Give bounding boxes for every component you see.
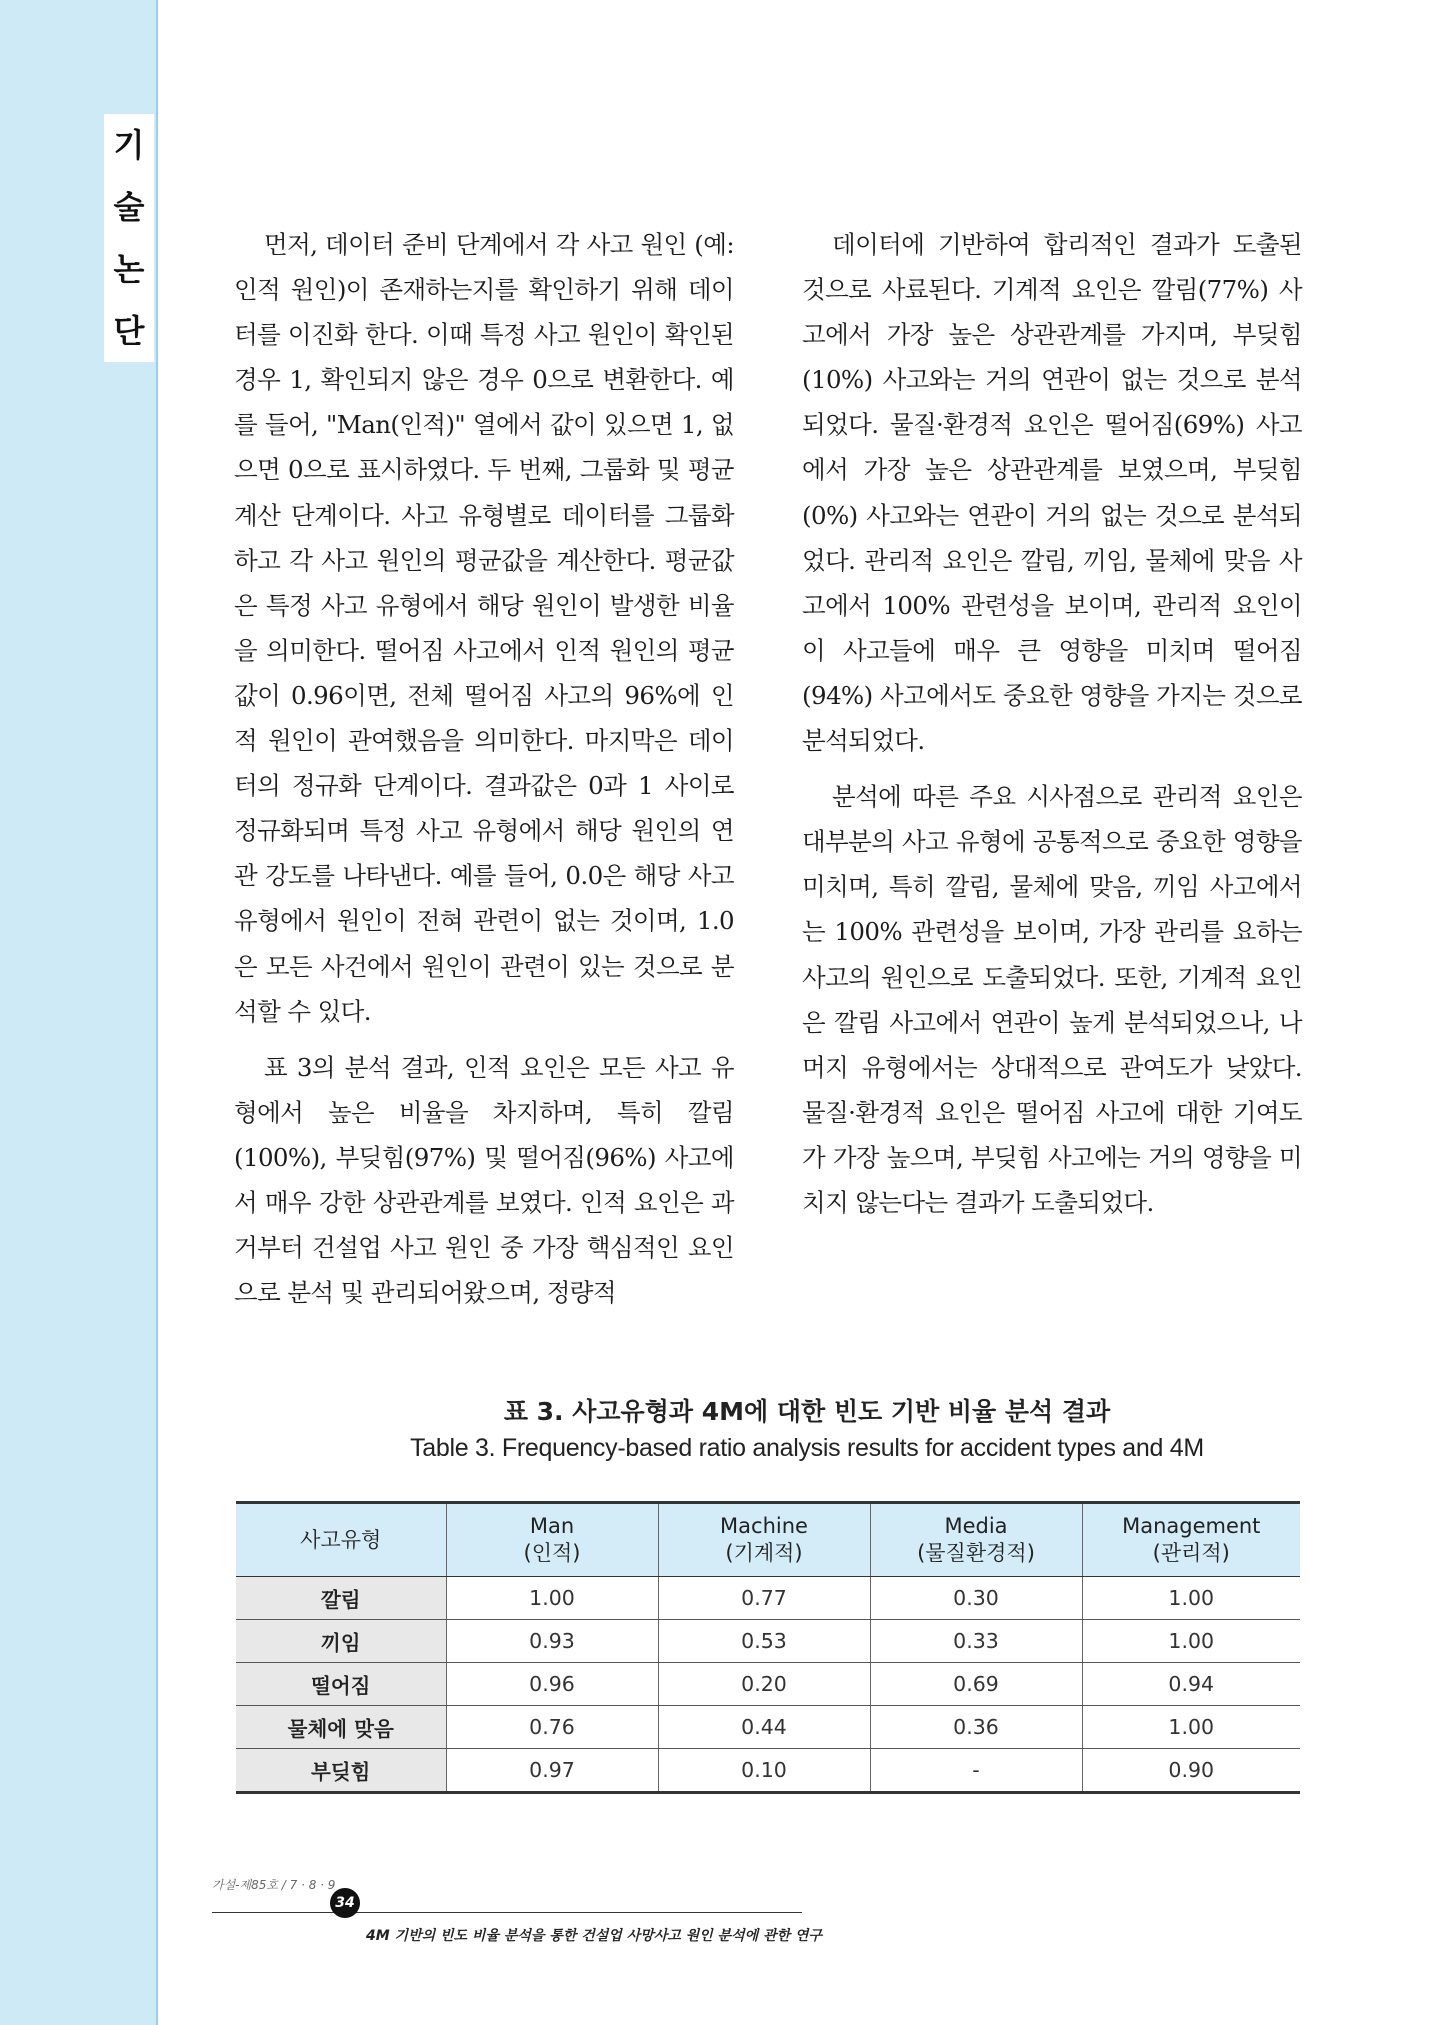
table-header-row — [236, 1503, 1300, 1577]
table-cell: 0.30 — [870, 1577, 1082, 1620]
row-header-cell: 깔림 — [236, 1577, 446, 1620]
footer-issue: 가설-제85호 / 7 · 8 · 9 — [212, 1878, 336, 1892]
section-label-char: 술 — [113, 188, 145, 226]
side-strip-edge — [156, 0, 158, 2025]
row-header-cell: 부딪힘 — [236, 1749, 446, 1793]
table-cell: 1.00 — [1082, 1620, 1300, 1663]
right-column — [802, 222, 1302, 1225]
row-header-cell: 끼임 — [236, 1620, 446, 1663]
header-cell-machine — [658, 1503, 870, 1577]
row-header-cell: 물체에 맞음 — [236, 1706, 446, 1749]
table-row — [236, 1577, 1300, 1620]
table-cell: 0.33 — [870, 1620, 1082, 1663]
header-sub-line: (물질환경적) — [917, 1541, 1035, 1565]
table-cell: 0.69 — [870, 1663, 1082, 1706]
table-cell: 1.00 — [1082, 1577, 1300, 1620]
table-cell: 1.00 — [446, 1577, 658, 1620]
header-cell-management — [1082, 1503, 1300, 1577]
table-cell: 0.90 — [1168, 1758, 1215, 1782]
body-paragraph: 데이터에 기반하여 합리적인 결과가 도출된 것으로 사료된다. 기계적 요인은 깔림(77%) 사고에서 가장 높은 상관관계를 가지며, 부딪힘(10%) 사고와는 거의 연관이 없는 것으로 분석되었다. 물질·환경적 요인은 떨어짐(69%) 사고에서 가장 높은 상관관계를 보였으며, 부딪힘(0%) 사고와는 연관이 거의 없는 것으로 분석되었다. 관리적 요인은 깔림, 끼임, 물체에 맞음 사고에서 100% 관련성을 보이며, 관리적 요인이 이 사고들에 매우 큰 영향을 미치며 떨어짐(94%) 사고에서도 중요한 영향을 가지는 것으로 분석되었다. — [802, 230, 1302, 756]
header-cell-man — [446, 1503, 658, 1577]
header-line: Machine — [720, 1514, 808, 1538]
header-line: Management — [1122, 1514, 1261, 1538]
header-sub-line: (인적) — [523, 1541, 581, 1565]
table-cell: 0.76 — [446, 1706, 658, 1749]
table-cell: 0.53 — [658, 1620, 870, 1663]
table-cell: 0.94 — [1082, 1663, 1300, 1706]
header-line: Man — [529, 1514, 575, 1538]
header-line: Media — [944, 1514, 1008, 1538]
table-row — [236, 1749, 1300, 1793]
table-cell: 1.00 — [1082, 1706, 1300, 1749]
table-cell: - — [870, 1749, 1082, 1793]
table-cell: 0.93 — [446, 1620, 658, 1663]
row-header-cell: 떨어짐 — [236, 1663, 446, 1706]
table-cell: 0.97 — [446, 1749, 658, 1793]
header-line: 사고유형 — [300, 1527, 382, 1552]
table-row — [236, 1706, 1300, 1749]
table-title-english: Table 3. Frequency-based ratio analysis results for accident types and 4M — [410, 1434, 1204, 1462]
footer-running-title: 4M 기반의 빈도 비율 분석을 통한 건설업 사망사고 원인 분석에 관한 연구 — [366, 1928, 822, 1944]
analysis-table — [236, 1501, 1300, 1794]
body-paragraph: 분석에 따른 주요 시사점으로 관리적 요인은 대부분의 사고 유형에 공통적으로 중요한 영향을 미치며, 특히 깔림, 물체에 맞음, 끼임 사고에서는 100% 관련성을 보이며, 가장 관리를 요하는 사고의 원인으로 도출되었다. 또한, 기계적 요인은 깔림 사고에서 연관이 높게 분석되었으나, 나머지 유형에서는 상대적으로 관여도가 낮았다. 물질·환경적 요인은 떨어짐 사고에 대한 기여도가 가장 높으며, 부딪힘 사고에는 거의 영향을 미치지 않는다는 결과가 도출되었다. — [802, 782, 1302, 1217]
footer-rule — [212, 1912, 802, 1913]
table-cell: 0.96 — [446, 1663, 658, 1706]
table-cell: 0.10 — [658, 1749, 870, 1793]
section-label-char: 단 — [113, 312, 145, 350]
section-label-char: 논 — [113, 250, 145, 288]
table-cell: 0.20 — [658, 1663, 870, 1706]
table-row — [236, 1620, 1300, 1663]
section-label-char: 기 — [113, 126, 145, 164]
header-sub-line: (기계적) — [725, 1541, 803, 1565]
table-row — [236, 1663, 1300, 1706]
header-cell-media — [870, 1503, 1082, 1577]
table-title-korean: 표 3. 사고유형과 4M에 대한 빈도 기반 비율 분석 결과 — [503, 1397, 1111, 1426]
table-cell: 0.44 — [658, 1706, 870, 1749]
left-column — [234, 222, 734, 1315]
table-cell: 0.77 — [658, 1577, 870, 1620]
page-number-badge: 34 — [330, 1888, 360, 1918]
header-cell-accident-type — [236, 1503, 446, 1577]
section-label — [104, 114, 154, 362]
body-paragraph: 표 3의 분석 결과, 인적 요인은 모든 사고 유형에서 높은 비율을 차지하며, 특히 깔림(100%), 부딪힘(97%) 및 떨어짐(96%) 사고에서 매우 강한 상관관계를 보였다. 인적 요인은 과거부터 건설업 사고 원인 중 가장 핵심적인 요인으로 분석 및 관리되어왔으며, 정량적 — [234, 1052, 734, 1308]
header-sub-line: (관리적) — [1152, 1541, 1230, 1565]
body-paragraph: 먼저, 데이터 준비 단계에서 각 사고 원인 (예: 인적 원인)이 존재하는지를 확인하기 위해 데이터를 이진화 한다. 이때 특정 사고 원인이 확인된 경우 1, 확인되지 않은 경우 0으로 변환한다. 예를 들어, "Man(인적)" 열에서 값이 있으면 1, 없으면 0으로 표시하였다. 두 번째, 그룹화 및 평균 계산 단계이다. 사고 유형별로 데이터를 그룹화하고 각 사고 원인의 평균값을 계산한다. 평균값은 특정 사고 유형에서 해당 원인이 발생한 비율을 의미한다. 떨어짐 사고에서 인적 원인의 평균값이 0.96이면, 전체 떨어짐 사고의 96%에 인적 원인이 관여했음을 의미한다. 마지막은 데이터의 정규화 단계이다. 결과값은 0과 1 사이로 정규화되며 특정 사고 유형에서 해당 원인의 연관 강도를 나타낸다. 예를 들어, 0.0은 해당 사고 유형에서 원인이 전혀 관련이 없는 것이며, 1.0은 모든 사건에서 원인이 관련이 있는 것으로 분석할 수 있다. — [234, 230, 734, 1026]
table-cell: 0.36 — [870, 1706, 1082, 1749]
